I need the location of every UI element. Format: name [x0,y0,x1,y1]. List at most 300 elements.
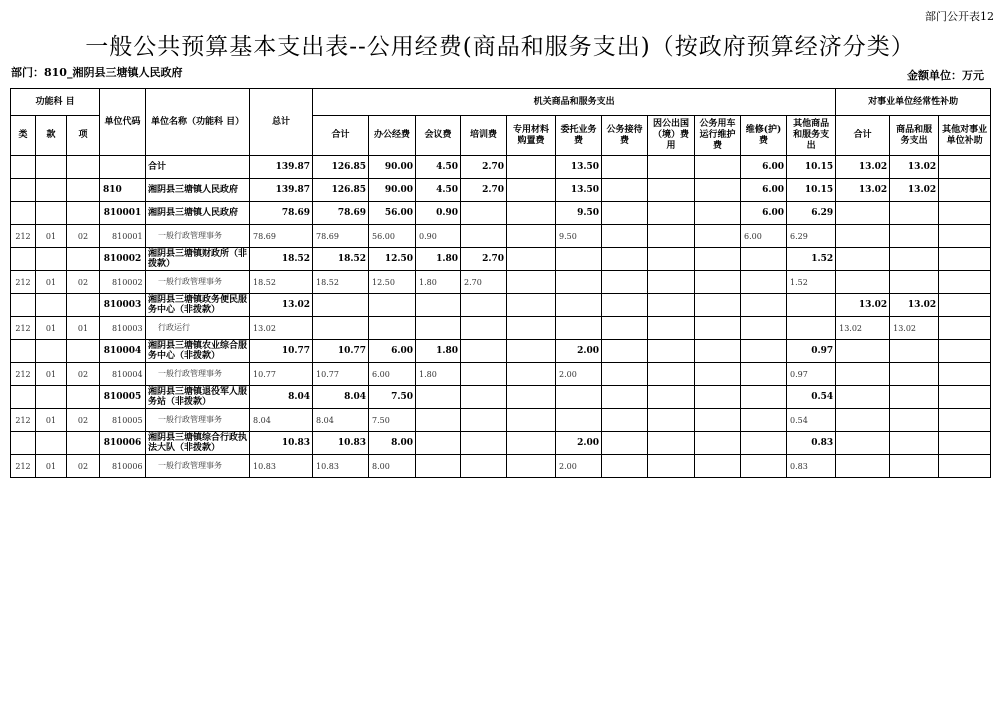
amount-unit-label: 金额单位：万元 [907,69,984,82]
cell-lei: 212 [11,317,36,340]
cell-goods-value: 78.69 [313,225,369,248]
cell-goods-value: 4.50 [416,156,461,179]
cell-goods-value [507,340,556,363]
cell-goods-value: 13.50 [556,179,602,202]
cell-goods-value [461,455,507,478]
header-subsidy-group: 对事业单位经常性补助 [836,89,991,116]
table-row [11,455,991,478]
cell-goods-value: 0.97 [787,340,836,363]
cell-goods-value: 0.90 [416,202,461,225]
cell-goods-value: 0.54 [787,386,836,409]
cell-subsidy-value [890,248,939,271]
cell-goods-value [507,386,556,409]
cell-goods-value [369,294,416,317]
cell-total: 10.77 [250,340,313,363]
cell-goods-value [461,432,507,455]
cell-goods-value [695,179,741,202]
cell-unit-name: 一般行政管理事务 [146,271,250,294]
cell-goods-value: 2.70 [461,156,507,179]
cell-kuan [36,202,67,225]
cell-goods-value: 10.15 [787,179,836,202]
cell-subsidy-value [939,432,991,455]
cell-goods-value [741,248,787,271]
cell-goods-value: 0.83 [787,455,836,478]
cell-goods-value [741,432,787,455]
cell-goods-value: 90.00 [369,179,416,202]
budget-table [10,88,991,478]
cell-goods-value: 10.83 [313,455,369,478]
cell-unit-code: 810006 [100,455,146,478]
cell-unit-name: 一般行政管理事务 [146,409,250,432]
cell-unit-name: 湘阴县三塘镇农业综合服务中心（非拨款） [146,340,250,363]
cell-goods-value [507,271,556,294]
cell-goods-value: 2.00 [556,363,602,386]
cell-goods-value: 0.83 [787,432,836,455]
cell-goods-value: 56.00 [369,225,416,248]
cell-goods-value [416,432,461,455]
cell-unit-code: 810006 [100,432,146,455]
cell-goods-value [648,340,695,363]
cell-goods-value [556,409,602,432]
cell-goods-value [648,294,695,317]
cell-subsidy-value [939,248,991,271]
cell-goods-value: 6.00 [741,156,787,179]
cell-goods-value [313,294,369,317]
cell-goods-value: 12.50 [369,248,416,271]
cell-goods-value [602,363,648,386]
cell-goods-value [741,363,787,386]
cell-xiang [67,202,100,225]
cell-goods-value [461,317,507,340]
cell-goods-value [695,432,741,455]
cell-total: 139.87 [250,156,313,179]
header-goods-col: 专用材料购置费 [507,116,556,156]
cell-goods-value: 8.04 [313,409,369,432]
header-kuan: 款 [36,116,67,156]
cell-unit-name: 湘阴县三塘镇政务便民服务中心（非拨款） [146,294,250,317]
table-row [11,409,991,432]
cell-subsidy-value [890,432,939,455]
cell-goods-value: 90.00 [369,156,416,179]
header-goods-group: 机关商品和服务支出 [313,89,836,116]
table-row [11,248,991,271]
header-goods-col: 培训费 [461,116,507,156]
cell-goods-value: 9.50 [556,225,602,248]
cell-subsidy-value [939,156,991,179]
cell-subsidy-value [836,225,890,248]
cell-xiang: 02 [67,225,100,248]
cell-goods-value [507,179,556,202]
cell-subsidy-value [939,202,991,225]
cell-goods-value: 7.50 [369,386,416,409]
cell-subsidy-value: 13.02 [890,294,939,317]
cell-goods-value [695,248,741,271]
cell-xiang [67,179,100,202]
department-label: 部门：810_湘阴县三塘镇人民政府 [11,66,183,79]
cell-goods-value [556,386,602,409]
cell-total: 10.77 [250,363,313,386]
cell-goods-value [741,455,787,478]
cell-total: 10.83 [250,432,313,455]
cell-goods-value: 1.52 [787,248,836,271]
cell-goods-value [602,455,648,478]
cell-kuan: 01 [36,409,67,432]
cell-goods-value [695,409,741,432]
cell-xiang: 02 [67,455,100,478]
cell-goods-value: 10.83 [313,432,369,455]
cell-goods-value: 6.29 [787,202,836,225]
cell-kuan [36,294,67,317]
cell-unit-code: 810001 [100,225,146,248]
cell-goods-value [648,409,695,432]
report-number: 部门公开表12 [925,10,994,23]
cell-unit-code: 810003 [100,317,146,340]
cell-xiang: 02 [67,271,100,294]
cell-goods-value [741,271,787,294]
cell-subsidy-value [939,363,991,386]
cell-goods-value [787,317,836,340]
cell-subsidy-value [939,294,991,317]
cell-goods-value: 1.80 [416,271,461,294]
cell-unit-code: 810001 [100,202,146,225]
cell-goods-value [648,179,695,202]
cell-lei: 212 [11,225,36,248]
cell-goods-value: 12.50 [369,271,416,294]
cell-goods-value: 4.50 [416,179,461,202]
cell-goods-value [507,248,556,271]
cell-goods-value [507,455,556,478]
table-row [11,271,991,294]
cell-goods-value [507,363,556,386]
cell-xiang [67,386,100,409]
cell-goods-value: 0.97 [787,363,836,386]
cell-unit-name: 湘阴县三塘镇退役军人服务站（非拨款） [146,386,250,409]
cell-goods-value: 6.00 [741,225,787,248]
cell-lei [11,340,36,363]
cell-goods-value [313,317,369,340]
cell-goods-value: 6.00 [369,363,416,386]
cell-unit-name: 一般行政管理事务 [146,363,250,386]
cell-goods-value [602,271,648,294]
cell-goods-value: 10.77 [313,340,369,363]
cell-kuan [36,340,67,363]
cell-goods-value [602,432,648,455]
header-goods-col: 办公经费 [369,116,416,156]
cell-goods-value [461,202,507,225]
cell-subsidy-value: 13.02 [890,317,939,340]
cell-goods-value: 6.00 [741,202,787,225]
cell-goods-value [695,271,741,294]
cell-subsidy-value [939,340,991,363]
cell-goods-value [461,386,507,409]
cell-unit-code: 810002 [100,248,146,271]
cell-goods-value [602,156,648,179]
cell-total: 78.69 [250,225,313,248]
cell-subsidy-value [890,455,939,478]
cell-goods-value [648,317,695,340]
cell-xiang [67,432,100,455]
cell-subsidy-value: 13.02 [890,156,939,179]
page-title: 一般公共预算基本支出表--公用经费(商品和服务支出)（按政府预算经济分类） [85,34,915,60]
cell-goods-value: 10.15 [787,156,836,179]
cell-subsidy-value [836,409,890,432]
header-unit-name: 单位名称（功能科 目） [146,89,250,156]
cell-lei [11,156,36,179]
cell-goods-value [741,317,787,340]
cell-goods-value [602,248,648,271]
cell-goods-value [695,317,741,340]
cell-lei [11,248,36,271]
cell-goods-value [507,202,556,225]
cell-subsidy-value [939,225,991,248]
cell-goods-value: 2.00 [556,455,602,478]
header-goods-col: 合计 [313,116,369,156]
cell-kuan: 01 [36,225,67,248]
cell-goods-value [602,294,648,317]
cell-lei: 212 [11,455,36,478]
table-body [11,156,991,478]
cell-subsidy-value [890,386,939,409]
cell-unit-name: 湘阴县三塘镇人民政府 [146,179,250,202]
cell-unit-code: 810002 [100,271,146,294]
cell-subsidy-value: 13.02 [836,294,890,317]
cell-subsidy-value: 13.02 [836,156,890,179]
cell-total: 13.02 [250,294,313,317]
cell-goods-value [695,363,741,386]
cell-kuan: 01 [36,317,67,340]
cell-unit-name: 湘阴县三塘镇综合行政执法大队（非拨款） [146,432,250,455]
cell-kuan: 01 [36,271,67,294]
cell-goods-value: 1.80 [416,363,461,386]
cell-goods-value [695,455,741,478]
cell-goods-value [741,409,787,432]
cell-kuan: 01 [36,455,67,478]
cell-goods-value [461,225,507,248]
cell-xiang: 01 [67,317,100,340]
header-func-group: 功能科 目 [11,89,100,116]
header-goods-col: 公务接待费 [602,116,648,156]
cell-xiang [67,156,100,179]
cell-goods-value [695,156,741,179]
cell-subsidy-value [836,432,890,455]
cell-kuan [36,179,67,202]
cell-goods-value: 2.00 [556,432,602,455]
cell-goods-value [602,317,648,340]
cell-subsidy-value [939,271,991,294]
cell-subsidy-value [890,409,939,432]
cell-unit-code: 810 [100,179,146,202]
cell-goods-value [461,363,507,386]
cell-goods-value: 6.00 [741,179,787,202]
cell-subsidy-value [939,455,991,478]
cell-goods-value: 2.70 [461,179,507,202]
cell-goods-value: 126.85 [313,179,369,202]
cell-goods-value: 2.00 [556,340,602,363]
cell-goods-value [648,225,695,248]
cell-total: 18.52 [250,248,313,271]
header-lei: 类 [11,116,36,156]
cell-goods-value [648,202,695,225]
cell-goods-value [602,409,648,432]
cell-goods-value [507,225,556,248]
cell-goods-value [695,225,741,248]
cell-goods-value [695,386,741,409]
cell-subsidy-value: 13.02 [890,179,939,202]
cell-subsidy-value [836,248,890,271]
cell-unit-code: 810004 [100,340,146,363]
cell-goods-value: 2.70 [461,248,507,271]
table-row [11,225,991,248]
cell-goods-value [369,317,416,340]
cell-subsidy-value [890,340,939,363]
cell-goods-value [741,340,787,363]
cell-unit-code: 810005 [100,409,146,432]
cell-goods-value [461,340,507,363]
cell-xiang: 02 [67,363,100,386]
cell-goods-value: 1.80 [416,248,461,271]
cell-xiang: 02 [67,409,100,432]
header-goods-col: 其他商品和服务支出 [787,116,836,156]
cell-goods-value [461,294,507,317]
cell-goods-value: 78.69 [313,202,369,225]
cell-kuan [36,432,67,455]
cell-goods-value: 7.50 [369,409,416,432]
table-row [11,432,991,455]
cell-subsidy-value [836,271,890,294]
cell-goods-value: 8.00 [369,455,416,478]
cell-subsidy-value [890,363,939,386]
cell-unit-code: 810005 [100,386,146,409]
cell-xiang [67,294,100,317]
header-goods-col: 会议费 [416,116,461,156]
cell-goods-value: 56.00 [369,202,416,225]
cell-goods-value [648,386,695,409]
header-total: 总计 [250,89,313,156]
cell-kuan: 01 [36,363,67,386]
cell-subsidy-value [890,202,939,225]
cell-goods-value [416,317,461,340]
cell-lei [11,432,36,455]
cell-total: 8.04 [250,386,313,409]
cell-goods-value [787,294,836,317]
cell-goods-value [507,317,556,340]
cell-kuan [36,248,67,271]
cell-goods-value [602,225,648,248]
cell-goods-value: 6.29 [787,225,836,248]
table-row [11,340,991,363]
cell-goods-value: 2.70 [461,271,507,294]
cell-goods-value [648,248,695,271]
table-row [11,363,991,386]
cell-lei: 212 [11,271,36,294]
header-goods-col: 维修(护)费 [741,116,787,156]
cell-goods-value: 126.85 [313,156,369,179]
cell-unit-name: 一般行政管理事务 [146,455,250,478]
header-goods-col: 公务用车运行维护费 [695,116,741,156]
cell-subsidy-value [939,409,991,432]
cell-goods-value: 8.00 [369,432,416,455]
cell-lei: 212 [11,409,36,432]
cell-subsidy-value [836,202,890,225]
cell-goods-value [648,271,695,294]
cell-unit-name: 行政运行 [146,317,250,340]
cell-goods-value: 9.50 [556,202,602,225]
cell-unit-name: 合计 [146,156,250,179]
cell-goods-value [556,317,602,340]
header-goods-col: 因公出国（境）费用 [648,116,695,156]
cell-lei [11,294,36,317]
cell-subsidy-value [890,271,939,294]
cell-unit-code: 810003 [100,294,146,317]
cell-kuan [36,156,67,179]
table-row [11,179,991,202]
cell-total: 78.69 [250,202,313,225]
cell-goods-value [648,363,695,386]
cell-goods-value [461,409,507,432]
cell-goods-value [602,179,648,202]
cell-total: 10.83 [250,455,313,478]
cell-goods-value: 8.04 [313,386,369,409]
cell-unit-name: 湘阴县三塘镇财政所（非拨款） [146,248,250,271]
table-row [11,386,991,409]
cell-goods-value [507,156,556,179]
cell-goods-value [741,294,787,317]
cell-lei [11,179,36,202]
cell-xiang [67,340,100,363]
cell-goods-value [602,386,648,409]
table-row [11,317,991,340]
cell-goods-value [648,432,695,455]
cell-goods-value [602,340,648,363]
header-unit-code: 单位代码 [100,89,146,156]
table-row [11,294,991,317]
cell-goods-value [648,455,695,478]
cell-unit-name: 湘阴县三塘镇人民政府 [146,202,250,225]
cell-goods-value [416,294,461,317]
cell-subsidy-value [939,179,991,202]
cell-goods-value [556,271,602,294]
cell-kuan [36,386,67,409]
cell-subsidy-value [836,455,890,478]
cell-goods-value [507,432,556,455]
table-row [11,202,991,225]
cell-xiang [67,248,100,271]
cell-subsidy-value [836,386,890,409]
cell-goods-value: 0.54 [787,409,836,432]
cell-lei [11,386,36,409]
cell-goods-value: 13.50 [556,156,602,179]
cell-goods-value [695,294,741,317]
cell-goods-value: 6.00 [369,340,416,363]
cell-unit-code: 810004 [100,363,146,386]
cell-total: 139.87 [250,179,313,202]
cell-goods-value [556,294,602,317]
header-subsidy-col: 商品和服务支出 [890,116,939,156]
table-row [11,156,991,179]
cell-total: 18.52 [250,271,313,294]
cell-subsidy-value [939,386,991,409]
cell-goods-value [416,455,461,478]
cell-goods-value [741,386,787,409]
cell-goods-value: 1.80 [416,340,461,363]
cell-goods-value [507,409,556,432]
cell-unit-name: 一般行政管理事务 [146,225,250,248]
cell-subsidy-value: 13.02 [836,317,890,340]
cell-goods-value [602,202,648,225]
cell-lei: 212 [11,363,36,386]
cell-goods-value: 18.52 [313,248,369,271]
cell-total: 13.02 [250,317,313,340]
